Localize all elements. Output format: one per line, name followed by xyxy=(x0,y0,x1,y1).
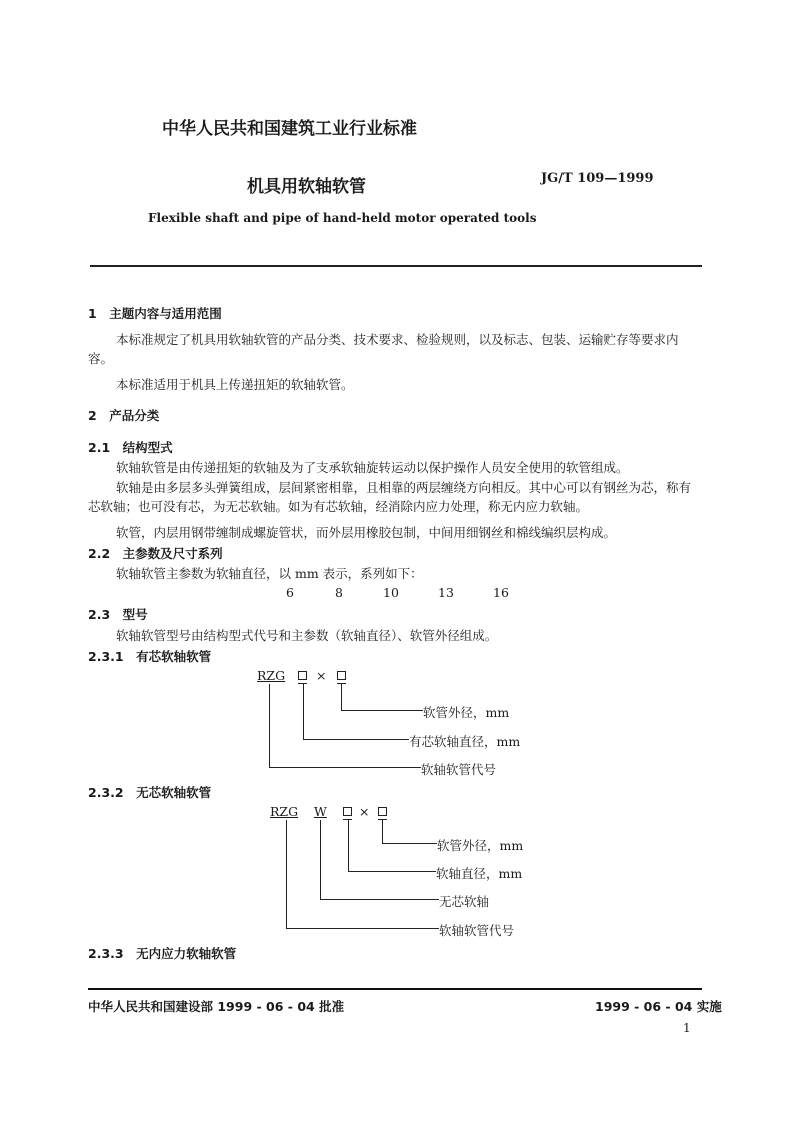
leader-line xyxy=(320,899,439,900)
section-2-1-heading: 2.1 结构型式 xyxy=(88,440,173,455)
document-title: 机具用软轴软管 xyxy=(247,177,366,197)
placeholder-box-outer xyxy=(378,807,387,816)
label-shaft-diameter: 软轴直径，mm xyxy=(436,866,523,881)
section-2-heading: 2 产品分类 xyxy=(88,408,160,423)
implementation-note: 1999 - 06 - 04 实施 xyxy=(595,999,722,1014)
leader-line xyxy=(269,684,270,767)
section-2-3-3-heading: 2.3.3 无内应力软轴软管 xyxy=(88,946,237,961)
label-shaft-diameter: 有芯软轴直径，mm xyxy=(409,734,521,749)
label-product-code: 软轴软管代号 xyxy=(421,762,497,777)
placeholder-box-shaft xyxy=(343,807,352,816)
leader-line xyxy=(286,820,287,928)
size-value: 13 xyxy=(438,585,454,600)
size-value: 10 xyxy=(383,585,399,600)
leader-line xyxy=(341,710,423,711)
size-value: 8 xyxy=(335,585,343,600)
leader-line xyxy=(382,819,383,843)
issuing-body: 中华人民共和国建筑工业行业标准 xyxy=(162,119,417,139)
times-sign: × xyxy=(316,668,327,683)
code-rzg: RZG xyxy=(270,804,299,819)
leader-line xyxy=(348,819,349,871)
footer-rule xyxy=(88,988,702,990)
approval-note: 中华人民共和国建设部 1999 - 06 - 04 批准 xyxy=(88,999,345,1014)
section-2-3-1-heading: 2.3.1 有芯软轴软管 xyxy=(88,649,212,664)
label-outer-diameter: 软管外径，mm xyxy=(437,838,524,853)
english-title: Flexible shaft and pipe of hand-held motor operated tools xyxy=(148,211,537,225)
placeholder-box-shaft xyxy=(298,671,307,680)
section-2-3-paragraph: 软轴软管型号由结构型式代号和主参数（软轴直径）、软管外径组成。 xyxy=(116,628,498,643)
section-1-paragraph-1: 本标准规定了机具用软轴软管的产品分类、技术要求、检验规则，以及标志、包装、运输贮存等要求内容。 xyxy=(88,332,679,366)
times-sign: × xyxy=(359,804,370,819)
section-1-heading: 1 主题内容与适用范围 xyxy=(88,306,222,321)
section-2-1-paragraph-3: 软管，内层用钢带缠制成螺旋管状，而外层用橡胶包制，中间用细钢丝和棉线编织层构成。 xyxy=(116,525,617,540)
label-product-code: 软轴软管代号 xyxy=(439,923,515,938)
label-outer-diameter: 软管外径，mm xyxy=(423,705,510,720)
header-rule xyxy=(90,265,702,267)
leader-line xyxy=(382,843,437,844)
leader-line xyxy=(348,871,436,872)
standard-code: JG/T 109—1999 xyxy=(541,171,654,186)
leader-line xyxy=(303,739,409,740)
leader-line xyxy=(341,683,342,710)
section-2-2-heading: 2.2 主参数及尺寸系列 xyxy=(88,546,223,561)
code-rzg: RZG xyxy=(257,668,286,683)
section-2-3-heading: 2.3 型号 xyxy=(88,607,148,622)
leader-line xyxy=(320,820,321,899)
size-value: 16 xyxy=(493,585,509,600)
leader-line xyxy=(303,683,304,739)
section-1-paragraph-2: 本标准适用于机具上传递扭矩的软轴软管。 xyxy=(116,377,354,392)
page-number: 1 xyxy=(683,1021,691,1035)
label-coreless-shaft: 无芯软轴 xyxy=(439,894,490,909)
section-2-3-2-heading: 2.3.2 无芯软轴软管 xyxy=(88,785,212,800)
section-2-1-paragraph-1: 软轴软管是由传递扭矩的软轴及为了支承软轴旋转运动以保护操作人员安全使用的软管组成。 xyxy=(116,460,629,475)
placeholder-box-outer xyxy=(337,671,346,680)
section-2-1-paragraph-2: 软轴是由多层多头弹簧组成，层间紧密相靠，且相靠的两层缠绕方向相反。其中心可以有钢丝为芯，称有芯软轴；也可没有芯，为无芯软轴。如为有芯软轴，经消除内应力处理，称无内应力软轴。 xyxy=(88,480,692,514)
section-2-2-paragraph: 软轴软管主参数为软轴直径，以 mm 表示，系列如下： xyxy=(116,566,423,581)
leader-line xyxy=(286,928,439,929)
code-w: W xyxy=(314,804,327,819)
leader-line xyxy=(269,767,421,768)
size-value: 6 xyxy=(286,585,294,600)
